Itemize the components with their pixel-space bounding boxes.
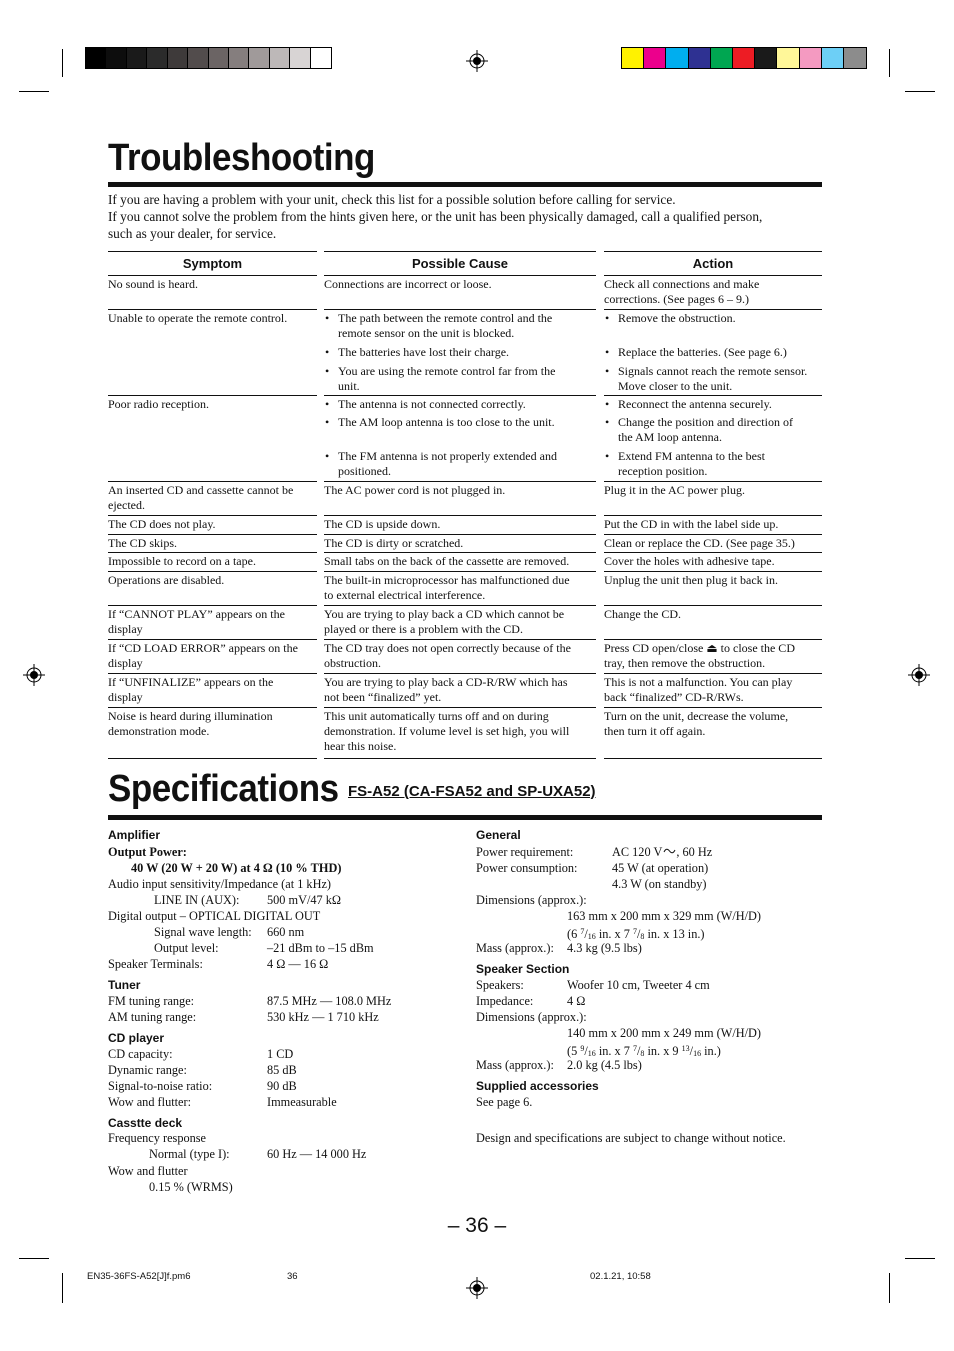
dim-part: in.)	[701, 1044, 721, 1058]
cmyk-color-bar	[621, 47, 867, 69]
general-heading: General	[476, 828, 521, 842]
actions-item	[604, 709, 822, 739]
symptom-text: ejected.	[108, 498, 145, 512]
causes-item	[324, 397, 596, 412]
dim-part: 13	[681, 1044, 690, 1053]
actions-item	[604, 675, 822, 705]
cause-cell	[324, 276, 596, 310]
dynamic-range-value: 85 dB	[267, 1063, 297, 1077]
causes-item	[324, 709, 596, 754]
actions-item	[604, 277, 822, 307]
symptom-text: If “UNFINALIZE” appears on the	[108, 675, 274, 689]
page-number: – 36 –	[447, 1214, 507, 1237]
causes-text: The CD is dirty or scratched.	[324, 536, 464, 550]
speakers-label: Speakers:	[476, 978, 524, 992]
dim-part: /	[689, 1044, 694, 1058]
dim-part: 8	[640, 932, 645, 941]
symptom-cell	[108, 482, 317, 516]
color-swatch	[168, 48, 188, 68]
snr-label: Signal-to-noise ratio:	[108, 1079, 213, 1093]
footer-date: 02.1.21, 10:58	[590, 1271, 651, 1282]
actions-text: Turn on the unit, decrease the volume,	[604, 709, 789, 723]
header-possible-cause: Possible Cause	[324, 251, 596, 276]
actions-text: Unplug the unit then plug it back in.	[604, 573, 778, 587]
symptom-text: display	[108, 656, 143, 670]
line-in-value: 500 mV/47 kΩ	[267, 893, 342, 907]
power-req-label: Power requirement:	[476, 845, 574, 859]
actions-item	[604, 554, 822, 569]
causes-text: The built-in microprocessor has malfunctioned due	[324, 573, 570, 587]
freq-response-label: Frequency response	[108, 1131, 207, 1145]
registration-mark-top	[466, 50, 488, 72]
ac-symbol-icon	[663, 847, 676, 855]
cause-cell	[324, 516, 596, 535]
accessories-value: See page 6.	[476, 1095, 533, 1109]
causes-item	[324, 573, 596, 603]
symptom-cell	[108, 640, 317, 674]
cause-cell	[324, 310, 596, 396]
speaker-heading: Speaker Section	[476, 962, 570, 976]
action-cell	[604, 708, 822, 759]
symptom-text: demonstration mode.	[108, 724, 210, 738]
cause-cell	[324, 396, 596, 482]
actions-text: • Replace the batteries. (See page 6.)	[618, 345, 787, 359]
header-action: Action	[604, 251, 822, 276]
action-cell	[604, 310, 822, 396]
registration-mark-bottom	[466, 1277, 488, 1299]
actions-item	[604, 449, 822, 479]
color-swatch	[822, 48, 844, 68]
causes-text: not been “finalized” yet.	[324, 690, 442, 704]
footer-page: 36	[287, 1271, 298, 1282]
symptom-text: display	[108, 690, 143, 704]
actions-item	[604, 364, 822, 394]
causes-text: • The antenna is not connected correctly.	[338, 397, 526, 411]
actions-text: reception position.	[618, 464, 708, 478]
cause-cell	[324, 640, 596, 674]
color-swatch	[689, 48, 711, 68]
dynamic-range-label: Dynamic range:	[108, 1063, 187, 1077]
cd-wow-value: Immeasurable	[267, 1095, 337, 1109]
color-swatch	[127, 48, 147, 68]
action-cell	[604, 482, 822, 516]
symptom-text: The CD does not play.	[108, 517, 216, 531]
cause-cell	[324, 708, 596, 759]
signal-wave-label: Signal wave length:	[154, 925, 252, 939]
color-swatch	[249, 48, 269, 68]
symptom-text: If “CANNOT PLAY” appears on the	[108, 607, 285, 621]
intro-line: such as your dealer, for service.	[108, 226, 277, 241]
causes-text: This unit automatically turns off and on during	[324, 709, 549, 723]
causes-item	[324, 641, 596, 671]
actions-text: then turn it off again.	[604, 724, 706, 738]
signal-wave-value: 660 nm	[267, 925, 305, 939]
symptom-text: If “CD LOAD ERROR” appears on the	[108, 641, 298, 655]
dim-part: 9	[580, 1044, 585, 1053]
action-cell	[604, 553, 822, 572]
speaker-terminals-value: 4 Ω — 16 Ω	[267, 957, 329, 971]
intro-text	[108, 191, 824, 242]
output-power-value: 40 W (20 W + 20 W) at 4 Ω (10 % THD)	[131, 861, 342, 875]
symptom-text: Noise is heard during illumination	[108, 709, 273, 723]
color-swatch	[844, 48, 866, 68]
cd-heading: CD player	[108, 1031, 165, 1045]
action-cell	[604, 572, 822, 606]
general-dim-mm: 163 mm x 200 mm x 329 mm (W/H/D)	[567, 909, 762, 923]
impedance-label: Impedance:	[476, 994, 534, 1008]
power-cons-value-operation: 45 W (at operation)	[612, 861, 709, 875]
causes-item	[324, 675, 596, 705]
causes-item	[324, 554, 596, 569]
causes-text: obstruction.	[324, 656, 381, 670]
accessories-heading: Supplied accessories	[476, 1079, 599, 1093]
color-swatch	[209, 48, 229, 68]
actions-text: the AM loop antenna.	[618, 430, 722, 444]
actions-item	[604, 483, 822, 498]
dim-part: /	[584, 1044, 588, 1058]
causes-item	[324, 483, 596, 498]
actions-text: • Extend FM antenna to the best	[618, 449, 765, 463]
snr-value: 90 dB	[267, 1079, 297, 1093]
dim-part: 7	[632, 1044, 637, 1053]
cassette-wow-label: Wow and flutter	[108, 1164, 188, 1178]
causes-text: • The AM loop antenna is too close to the unit.	[338, 415, 555, 429]
line-in-label: LINE IN (AUX):	[154, 893, 240, 907]
color-swatch	[106, 48, 126, 68]
cause-cell	[324, 606, 596, 640]
causes-text: unit.	[338, 379, 360, 393]
action-cell	[604, 640, 822, 674]
color-swatch	[777, 48, 799, 68]
actions-text: Put the CD in with the label side up.	[604, 517, 779, 531]
causes-text: remote sensor on the unit is blocked.	[338, 326, 515, 340]
power-cons-label: Power consumption:	[476, 861, 578, 875]
speaker-mass-label: Mass (approx.):	[476, 1058, 554, 1072]
actions-text: This is not a malfunction. You can play	[604, 675, 793, 689]
symptom-cell	[108, 572, 317, 606]
action-cell	[604, 396, 822, 482]
actions-text: • Reconnect the antenna securely.	[618, 397, 772, 411]
symptom-cell	[108, 708, 317, 759]
actions-item	[604, 607, 822, 622]
registration-mark-right	[908, 664, 930, 686]
causes-text: to external electrical interference.	[324, 588, 486, 602]
causes-text: The CD is upside down.	[324, 517, 441, 531]
actions-item	[604, 311, 822, 326]
causes-item	[324, 345, 596, 360]
dim-part: /	[636, 1044, 641, 1058]
symptom-cell	[108, 553, 317, 572]
symptom-cell	[108, 606, 317, 640]
symptom-cell	[108, 674, 317, 708]
cd-wow-label: Wow and flutter:	[108, 1095, 192, 1109]
actions-item	[604, 573, 822, 588]
action-cell	[604, 276, 822, 310]
intro-line: If you cannot solve the problem from the hints given here, or the unit has been physically damaged, call a qualified person,	[108, 209, 763, 224]
causes-text: hear this noise.	[324, 739, 397, 753]
page-title: Troubleshooting	[108, 137, 375, 179]
color-swatch	[800, 48, 822, 68]
cd-capacity-value: 1 CD	[267, 1047, 294, 1061]
actions-item	[604, 397, 822, 412]
dim-part: 16	[693, 1049, 702, 1058]
footer-filename: EN35-36FS-A52[J]f.pm6	[87, 1271, 191, 1282]
cd-capacity-label: CD capacity:	[108, 1047, 173, 1061]
dim-part: in. x 7	[595, 927, 633, 941]
causes-item	[324, 449, 596, 479]
causes-text: demonstration. If volume level is set high, you will	[324, 724, 570, 738]
intro-line: If you are having a problem with your unit, check this list for a possible solution before calling for service.	[108, 192, 676, 207]
causes-item	[324, 607, 596, 637]
causes-text: • You are using the remote control far from the	[338, 364, 556, 378]
speaker-dim-label: Dimensions (approx.):	[476, 1010, 587, 1024]
actions-text: Change the CD.	[604, 607, 681, 621]
symptom-text: display	[108, 622, 143, 636]
symptom-cell	[108, 516, 317, 535]
actions-item	[604, 345, 822, 360]
change-notice: Design and specifications are subject to change without notice.	[476, 1131, 786, 1145]
color-swatch	[188, 48, 208, 68]
power-cons-value-standby: 4.3 W (on standby)	[612, 877, 707, 891]
power-req-voltage: AC 120 V	[612, 845, 663, 859]
digital-output-label: Digital output – OPTICAL DIGITAL OUT	[108, 909, 321, 923]
color-swatch	[666, 48, 688, 68]
dim-part: (6	[567, 927, 581, 941]
fm-range-label: FM tuning range:	[108, 994, 195, 1008]
amplifier-heading: Amplifier	[108, 828, 161, 842]
actions-text: Cover the holes with adhesive tape.	[604, 554, 775, 568]
registration-mark-left	[23, 664, 45, 686]
causes-item	[324, 364, 596, 394]
cause-cell	[324, 674, 596, 708]
actions-text: Press CD open/close ⏏ to close the CD	[604, 641, 795, 655]
action-cell	[604, 516, 822, 535]
power-req-frequency: , 60 Hz	[676, 845, 713, 859]
color-swatch	[147, 48, 167, 68]
actions-text: Clean or replace the CD. (See page 35.)	[604, 536, 795, 550]
speaker-mass-value: 2.0 kg (4.5 lbs)	[567, 1058, 642, 1072]
actions-item	[604, 517, 822, 532]
symptom-text: Impossible to record on a tape.	[108, 554, 256, 568]
actions-item	[604, 536, 822, 551]
am-range-label: AM tuning range:	[108, 1010, 197, 1024]
audio-input-label: Audio input sensitivity/Impedance (at 1 kHz)	[108, 877, 332, 891]
actions-text: • Change the position and direction of	[618, 415, 793, 429]
actions-text: tray, then remove the obstruction.	[604, 656, 766, 670]
actions-item	[604, 641, 822, 671]
actions-text: Plug it in the AC power plug.	[604, 483, 745, 497]
general-mass-value: 4.3 kg (9.5 lbs)	[567, 941, 642, 955]
causes-item	[324, 311, 596, 341]
color-swatch	[311, 48, 331, 68]
dim-part: 7	[580, 927, 585, 936]
general-mass-label: Mass (approx.):	[476, 941, 554, 955]
causes-text: You are trying to play back a CD-R/RW which has	[324, 675, 568, 689]
actions-text: Check all connections and make	[604, 277, 760, 291]
dim-part: in. x 7	[595, 1044, 633, 1058]
cause-cell	[324, 482, 596, 516]
general-dim-label: Dimensions (approx.):	[476, 893, 587, 907]
color-swatch	[622, 48, 644, 68]
cassette-wow-value: 0.15 % (WRMS)	[149, 1180, 233, 1194]
am-range-value: 530 kHz — 1 710 kHz	[267, 1010, 379, 1024]
causes-text: You are trying to play back a CD which cannot be	[324, 607, 565, 621]
dim-part: 7	[632, 927, 637, 936]
actions-text: • Remove the obstruction.	[618, 311, 736, 325]
dim-part: 16	[587, 932, 596, 941]
color-swatch	[270, 48, 290, 68]
causes-text: • The batteries have lost their charge.	[338, 345, 510, 359]
cause-cell	[324, 535, 596, 553]
cassette-heading: Casstte deck	[108, 1116, 183, 1130]
causes-item	[324, 517, 596, 532]
causes-text: • The FM antenna is not properly extended and	[338, 449, 557, 463]
title-rule	[108, 182, 822, 187]
speakers-value: Woofer 10 cm, Tweeter 4 cm	[567, 978, 710, 992]
speaker-dim-mm: 140 mm x 200 mm x 249 mm (W/H/D)	[567, 1026, 762, 1040]
symptom-text: Operations are disabled.	[108, 573, 225, 587]
action-cell	[604, 674, 822, 708]
dim-part: 16	[587, 1049, 596, 1058]
dim-part: in. x 13 in.)	[644, 927, 705, 941]
color-swatch	[755, 48, 777, 68]
actions-item	[604, 415, 822, 445]
specs-right-column	[476, 827, 822, 1157]
speaker-terminals-label: Speaker Terminals:	[108, 957, 203, 971]
causes-text: The AC power cord is not plugged in.	[324, 483, 506, 497]
causes-text: Small tabs on the back of the cassette are removed.	[324, 554, 570, 568]
symptom-cell	[108, 310, 317, 396]
actions-text: • Signals cannot reach the remote sensor.	[618, 364, 808, 378]
impedance-value: 4 Ω	[567, 994, 586, 1008]
model-name: FS-A52 (CA-FSA52 and SP-UXA52)	[348, 783, 596, 800]
dim-part: 8	[640, 1049, 645, 1058]
causes-text: • The path between the remote control and the	[338, 311, 553, 325]
color-swatch	[290, 48, 310, 68]
color-swatch	[86, 48, 106, 68]
symptom-cell	[108, 276, 317, 310]
power-req-value	[612, 844, 712, 860]
output-level-label: Output level:	[154, 941, 219, 955]
output-power-label: Output Power:	[108, 845, 187, 859]
causes-item	[324, 536, 596, 551]
header-symptom: Symptom	[108, 251, 317, 276]
specifications-title: Specifications	[108, 768, 339, 810]
color-swatch	[229, 48, 249, 68]
causes-text: Connections are incorrect or loose.	[324, 277, 492, 291]
cause-cell	[324, 572, 596, 606]
symptom-text: The CD skips.	[108, 536, 177, 550]
dim-part: /	[584, 927, 588, 941]
symptom-cell	[108, 535, 317, 553]
tuner-heading: Tuner	[108, 978, 141, 992]
symptom-text: Unable to operate the remote control.	[108, 311, 288, 325]
action-cell	[604, 606, 822, 640]
color-swatch	[733, 48, 755, 68]
gray-color-bar	[85, 47, 332, 69]
fm-range-value: 87.5 MHz — 108.0 MHz	[267, 994, 392, 1008]
output-level-value: –21 dBm to –15 dBm	[267, 941, 374, 955]
specifications-rule	[108, 815, 822, 820]
causes-text: The CD tray does not open correctly because of the	[324, 641, 571, 655]
symptom-cell	[108, 396, 317, 482]
actions-text: Move closer to the unit.	[618, 379, 733, 393]
actions-text: back “finalized” CD-R/RWs.	[604, 690, 744, 704]
color-swatch	[711, 48, 733, 68]
symptom-text: Poor radio reception.	[108, 397, 209, 411]
specs-left-column	[108, 827, 448, 1197]
causes-item	[324, 415, 596, 430]
action-cell	[604, 535, 822, 553]
color-swatch	[644, 48, 666, 68]
causes-text: positioned.	[338, 464, 391, 478]
dim-part: in. x 9	[644, 1044, 682, 1058]
dim-part: /	[636, 927, 641, 941]
cause-cell	[324, 553, 596, 572]
causes-item	[324, 277, 596, 292]
normal-type-label: Normal (type I):	[149, 1147, 230, 1161]
symptom-text: An inserted CD and cassette cannot be	[108, 483, 294, 497]
normal-type-value: 60 Hz — 14 000 Hz	[267, 1147, 367, 1161]
symptom-text: No sound is heard.	[108, 277, 198, 291]
causes-text: played or there is a problem with the CD.	[324, 622, 523, 636]
actions-text: corrections. (See pages 6 – 9.)	[604, 292, 749, 306]
dim-part: (5	[567, 1044, 581, 1058]
